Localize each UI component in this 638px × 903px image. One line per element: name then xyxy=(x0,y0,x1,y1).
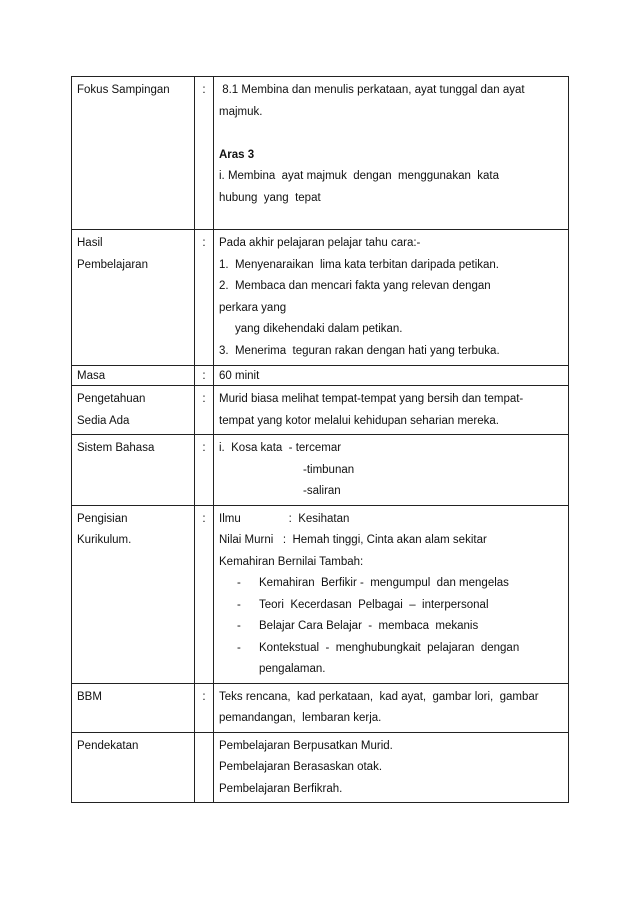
kemahiran-item-4-text: Kontekstual - menghubungkait pelajaran dengan xyxy=(259,641,520,654)
aras-heading: Aras 3 xyxy=(219,148,255,161)
dash-bullet: - xyxy=(237,620,241,632)
kemahiran-item-3-text: Belajar Cara Belajar - membaca mekanis xyxy=(259,620,479,632)
row-pendekatan xyxy=(72,732,569,803)
spacer xyxy=(219,123,563,145)
row-hasil-pembelajaran xyxy=(72,230,569,366)
pendekatan-line-1: Pembelajaran Berpusatkan Murid. xyxy=(219,739,393,752)
label-cell xyxy=(72,683,195,732)
colon: : xyxy=(202,393,206,405)
sistem-line-3: -saliran xyxy=(303,485,341,497)
bbm-line-1: Teks rencana, kad perkataan, kad ayat, gambar lori, gambar xyxy=(219,690,539,703)
fokus-label: Fokus Sampingan xyxy=(77,84,170,96)
row-fokus-sampingan xyxy=(72,77,569,230)
colon: : xyxy=(202,237,206,249)
pengetahuan-label-1: Pengetahuan xyxy=(77,393,146,405)
sistem-line-2: -timbunan xyxy=(303,463,355,476)
label-cell xyxy=(72,505,195,683)
kemahiran-item-1-text: Kemahiran Berfikir - mengumpul dan mengelas xyxy=(259,577,509,589)
bbm-line-2: pemandangan, lembaran kerja. xyxy=(219,712,382,724)
content-cell xyxy=(214,435,569,506)
hasil-item-3: 3. Menerima teguran rakan dengan hati yang terbuka. xyxy=(219,344,500,357)
hasil-label-2: Pembelajaran xyxy=(77,258,148,271)
dash-bullet: - xyxy=(237,577,241,589)
fokus-line-3: i. Membina ayat majmuk dengan menggunakan kata xyxy=(219,170,499,182)
kemahiran-item-3 xyxy=(219,616,563,638)
colon: : xyxy=(202,442,206,454)
bbm-label: BBM xyxy=(77,690,102,703)
content-cell xyxy=(214,366,569,386)
colon-cell xyxy=(195,435,214,506)
pengisian-label-1: Pengisian xyxy=(77,512,128,525)
colon-cell xyxy=(195,77,214,230)
content-cell xyxy=(214,505,569,683)
dash-bullet: - xyxy=(237,598,241,611)
row-pengisian-kurikulum xyxy=(72,505,569,683)
pengetahuan-label-2: Sedia Ada xyxy=(77,414,130,427)
kemahiran-item-2 xyxy=(219,595,563,617)
hasil-item-2b: perkara yang xyxy=(219,301,287,314)
colon: : xyxy=(202,512,206,525)
pendekatan-label: Pendekatan xyxy=(77,739,139,752)
hasil-item-2a: 2. Membaca dan mencari fakta yang relevan dengan xyxy=(219,280,491,292)
label-cell xyxy=(72,230,195,366)
masa-label: Masa xyxy=(77,370,106,382)
hasil-item-1: 1. Menyenaraikan lima kata terbitan daripada petikan. xyxy=(219,258,499,271)
colon-cell xyxy=(195,505,214,683)
content-cell xyxy=(214,230,569,366)
pengisian-label-2: Kurikulum. xyxy=(77,534,132,546)
kemahiran-item-2-text: Teori Kecerdasan Pelbagai – interpersonal xyxy=(259,598,489,611)
pengetahuan-line-1: Murid biasa melihat tempat-tempat yang bersih dan tempat- xyxy=(219,393,524,405)
content-cell xyxy=(214,77,569,230)
colon-cell xyxy=(195,366,214,386)
masa-value: 60 minit xyxy=(219,370,260,382)
row-masa xyxy=(72,366,569,386)
kemahiran-item-1 xyxy=(219,573,563,595)
row-bbm xyxy=(72,683,569,732)
colon-cell xyxy=(195,732,214,803)
row-pengetahuan-sedia-ada xyxy=(72,386,569,435)
fokus-line-2: majmuk. xyxy=(219,105,263,118)
pendekatan-line-3: Pembelajaran Berfikrah. xyxy=(219,782,343,795)
fokus-line-4: hubung yang tepat xyxy=(219,191,321,204)
sistem-line-1: i. Kosa kata - tercemar xyxy=(219,442,342,454)
sistem-label: Sistem Bahasa xyxy=(77,442,155,454)
pendekatan-line-2: Pembelajaran Berasaskan otak. xyxy=(219,761,383,773)
label-cell xyxy=(72,366,195,386)
label-cell xyxy=(72,386,195,435)
hasil-label-1: Hasil xyxy=(77,237,103,249)
label-cell xyxy=(72,732,195,803)
dash-bullet: - xyxy=(237,641,241,654)
colon-cell xyxy=(195,683,214,732)
kemahiran-item-4 xyxy=(219,638,563,660)
lesson-plan-table xyxy=(71,76,569,803)
colon-cell xyxy=(195,386,214,435)
hasil-intro: Pada akhir pelajaran pelajar tahu cara:- xyxy=(219,237,421,249)
row-sistem-bahasa xyxy=(72,435,569,506)
colon: : xyxy=(202,690,206,703)
content-cell xyxy=(214,386,569,435)
kemahiran-item-4-cont: pengalaman. xyxy=(259,663,326,675)
pengetahuan-line-2: tempat yang kotor melalui kehidupan seharian mereka. xyxy=(219,414,499,427)
content-cell xyxy=(214,683,569,732)
kemahiran-heading: Kemahiran Bernilai Tambah: xyxy=(219,555,364,568)
hasil-item-2c: yang dikehendaki dalam petikan. xyxy=(235,323,403,335)
colon: : xyxy=(202,370,206,382)
nilai-murni-line: Nilai Murni : Hemah tinggi, Cinta akan alam sekitar xyxy=(219,534,487,546)
colon: : xyxy=(202,84,206,96)
fokus-line-1: 8.1 Membina dan menulis perkataan, ayat tunggal dan ayat xyxy=(219,84,525,96)
ilmu-line: Ilmu : Kesihatan xyxy=(219,512,350,525)
colon-cell xyxy=(195,230,214,366)
content-cell xyxy=(214,732,569,803)
label-cell xyxy=(72,435,195,506)
label-cell xyxy=(72,77,195,230)
